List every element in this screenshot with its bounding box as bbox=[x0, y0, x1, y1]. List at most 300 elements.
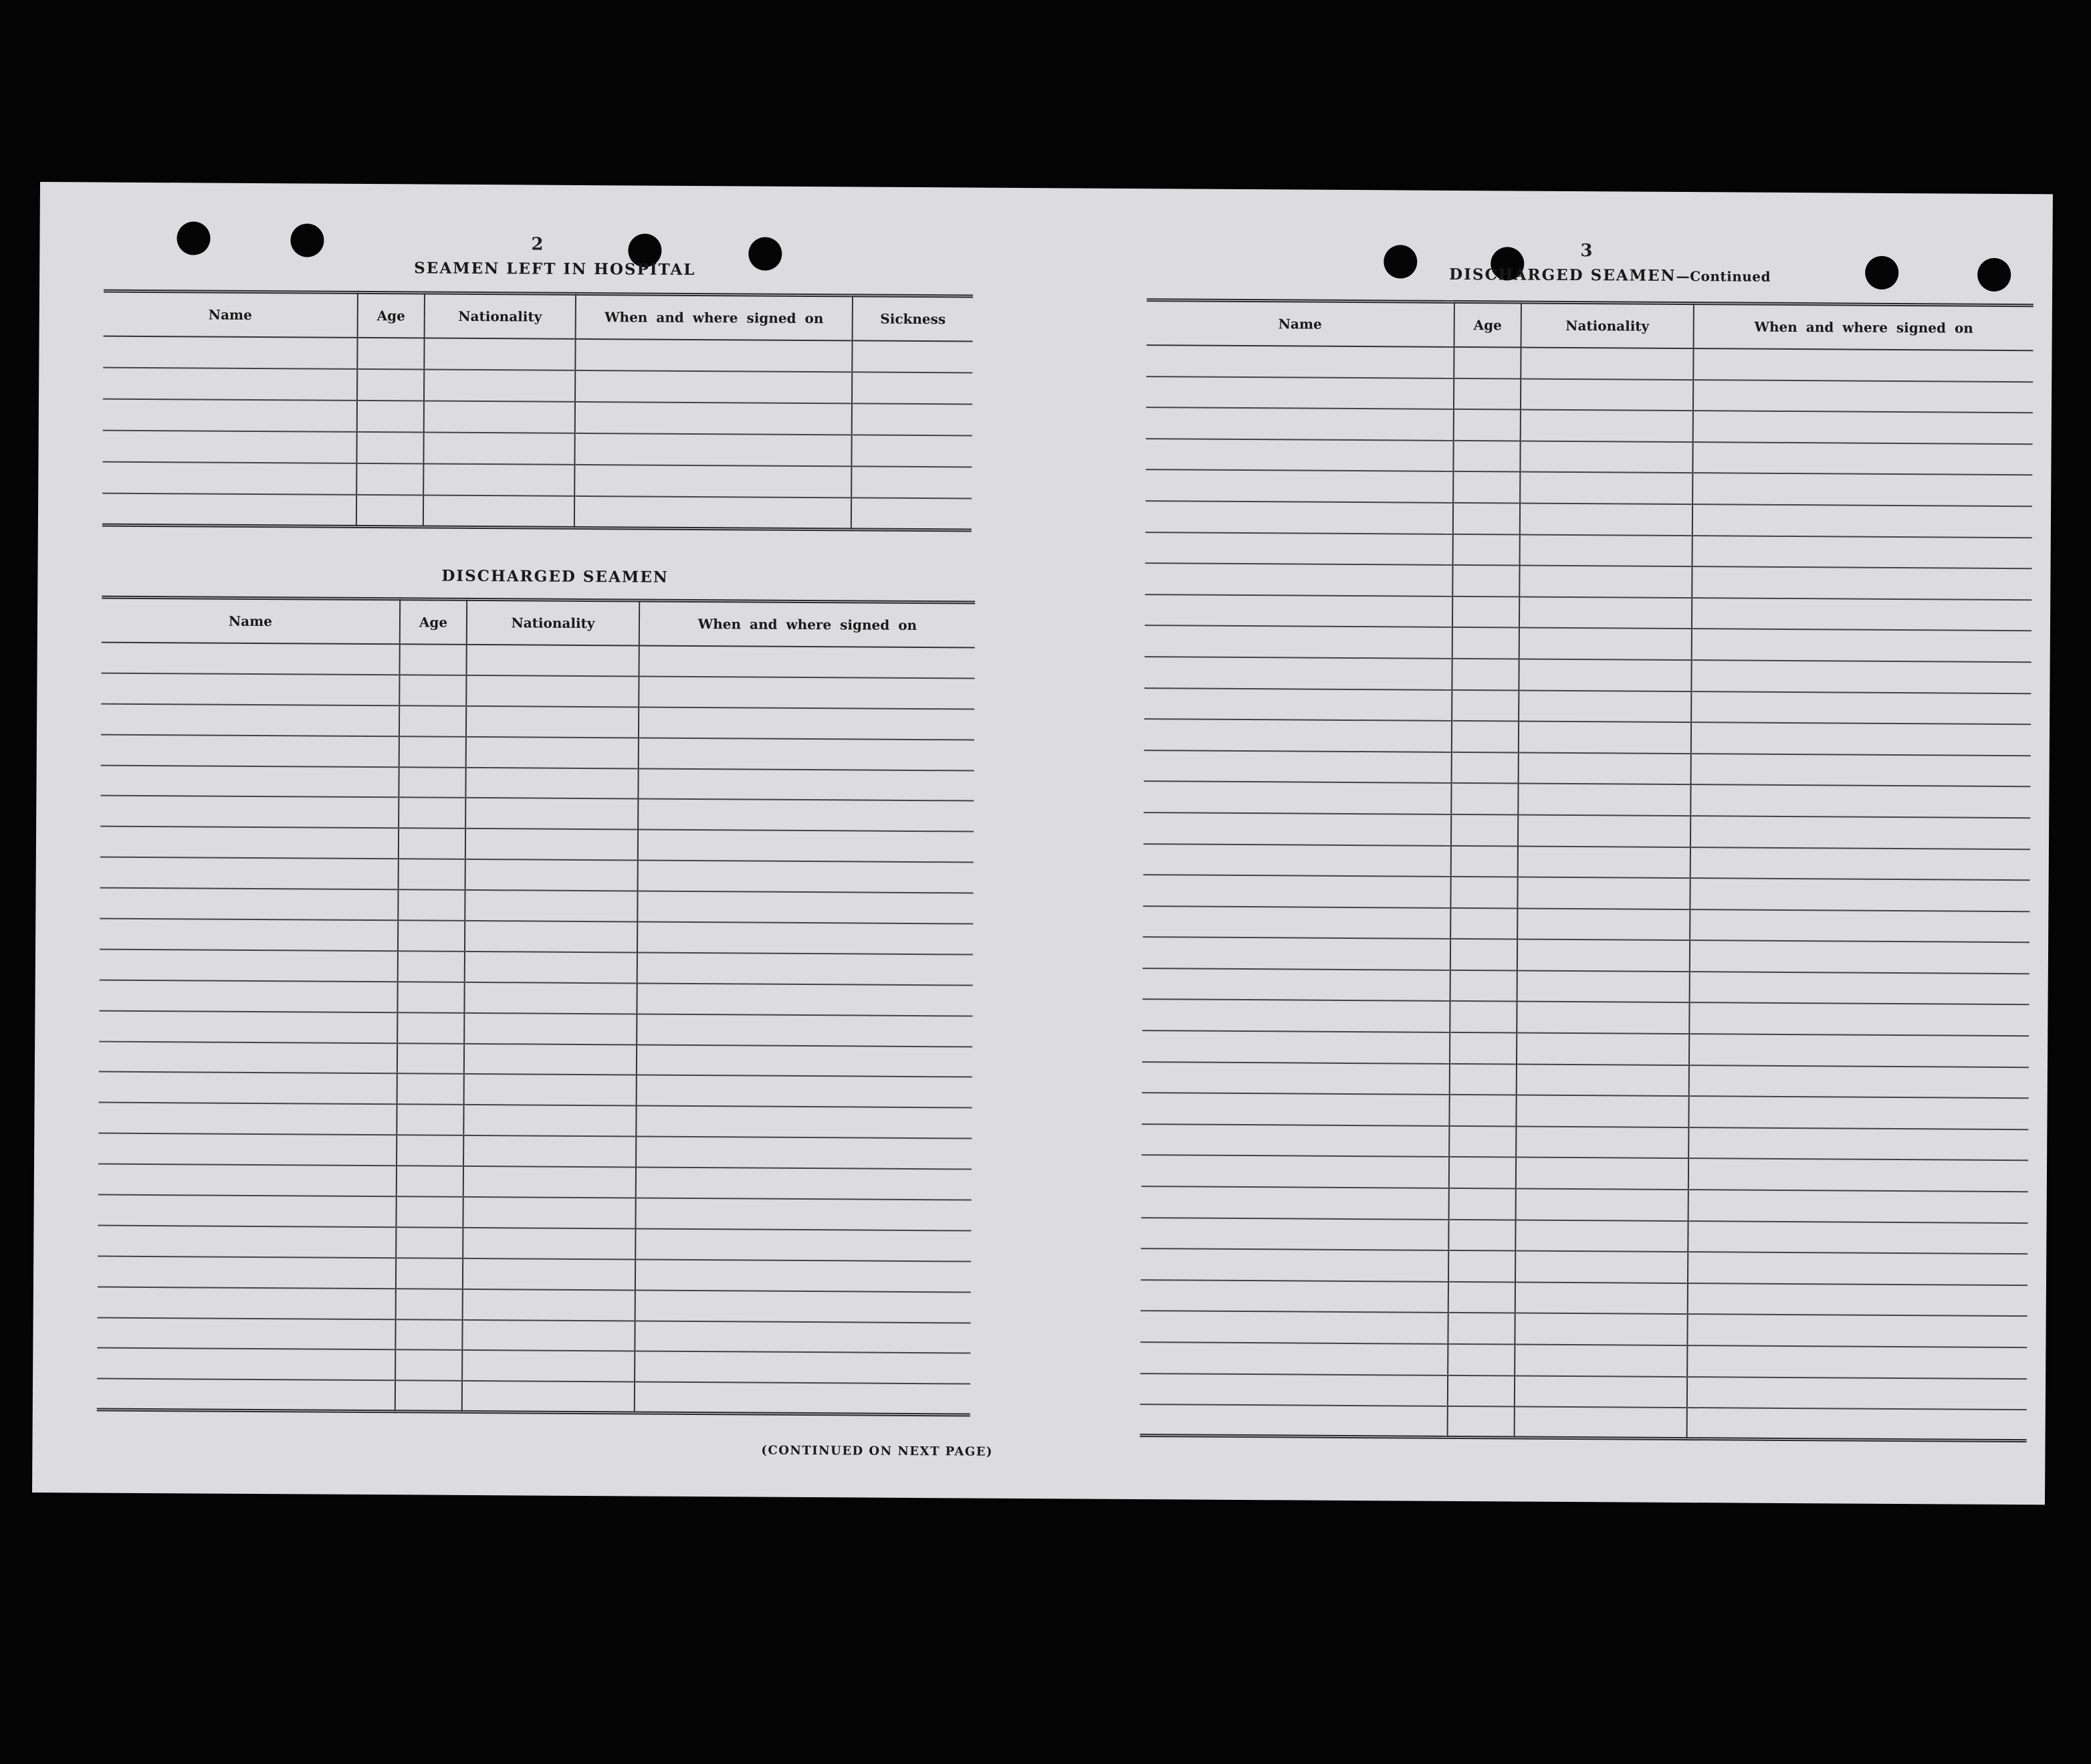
ledger-cell bbox=[1452, 689, 1519, 721]
ledger-cell bbox=[1142, 1030, 1450, 1063]
ledger-cell bbox=[1691, 754, 2031, 787]
ledger-cell bbox=[1519, 596, 1692, 629]
ledger-cell bbox=[1519, 752, 1691, 784]
ledger-cell bbox=[574, 465, 851, 498]
ledger-cell bbox=[1692, 629, 2031, 662]
ledger-cell bbox=[1693, 411, 2033, 444]
ledger-cell bbox=[1692, 598, 2031, 631]
ledger-cell bbox=[638, 768, 974, 801]
ledger-cell bbox=[639, 676, 974, 709]
ledger-row bbox=[98, 1164, 972, 1200]
ledger-cell bbox=[100, 949, 398, 982]
ledger-cell bbox=[98, 1195, 396, 1228]
ledger-cell bbox=[1515, 1313, 1687, 1345]
ledger-cell bbox=[1143, 875, 1450, 907]
ledger-cell bbox=[99, 980, 397, 1012]
ledger-cell bbox=[1449, 1126, 1516, 1157]
ledger-cell bbox=[1693, 380, 2033, 413]
ledger-cell bbox=[398, 920, 465, 952]
ledger-cell bbox=[1520, 441, 1692, 473]
ledger-cell bbox=[466, 706, 639, 738]
ledger-cell bbox=[1688, 1096, 2028, 1129]
ledger-cell bbox=[1142, 1062, 1450, 1095]
ledger-row bbox=[101, 673, 974, 709]
ledger-cell bbox=[1145, 439, 1453, 471]
column-header-name: Name bbox=[102, 597, 400, 644]
ledger-cell bbox=[1141, 1155, 1449, 1188]
ledger-row bbox=[102, 462, 972, 499]
ledger-row bbox=[1142, 1030, 2029, 1067]
ledger-cell bbox=[102, 462, 356, 495]
ledger-cell bbox=[1517, 1002, 1689, 1034]
ledger-cell bbox=[1691, 722, 2031, 756]
ledger-cell bbox=[467, 645, 639, 676]
ledger-cell bbox=[852, 403, 972, 435]
ledger-cell bbox=[1143, 844, 1451, 877]
ledger-cell bbox=[101, 673, 399, 705]
ledger-cell bbox=[1145, 594, 1452, 627]
punch-hole bbox=[177, 221, 210, 255]
column-header-name: Name bbox=[1147, 300, 1454, 347]
ledger-row bbox=[1145, 532, 2032, 569]
ledger-cell bbox=[1140, 1404, 1448, 1437]
ledger-row bbox=[1144, 719, 2031, 756]
ledger-row bbox=[100, 857, 974, 893]
ledger-cell bbox=[1688, 1283, 2027, 1317]
ledger-cell bbox=[1517, 970, 1690, 1002]
ledger-cell bbox=[1453, 534, 1520, 565]
ledger-cell bbox=[398, 889, 465, 921]
ledger-cell bbox=[464, 982, 637, 1014]
ledger-row bbox=[98, 1195, 971, 1231]
ledger-cell bbox=[1454, 409, 1521, 441]
ledger-cell bbox=[1692, 566, 2031, 600]
ledger-cell bbox=[463, 1289, 635, 1321]
ledger-cell bbox=[396, 1258, 463, 1289]
ledger-row bbox=[98, 1225, 971, 1261]
discharged-section-title: DISCHARGED SEAMEN bbox=[441, 566, 669, 586]
ledger-row bbox=[1141, 1186, 2028, 1223]
right-page bbox=[1075, 189, 2053, 1505]
ledger-cell bbox=[356, 463, 423, 495]
ledger-cell bbox=[100, 857, 399, 890]
ledger-cell bbox=[1692, 504, 2032, 538]
ledger-cell bbox=[1692, 473, 2032, 506]
ledger-row bbox=[98, 1256, 971, 1292]
ledger-cell bbox=[357, 401, 424, 433]
punch-hole bbox=[748, 237, 782, 270]
ledger-cell bbox=[637, 891, 973, 924]
ledger-cell bbox=[1448, 1282, 1515, 1313]
ledger-cell bbox=[635, 1351, 970, 1384]
ledger-cell bbox=[638, 830, 974, 863]
ledger-cell bbox=[1517, 940, 1690, 972]
ledger-cell bbox=[462, 1319, 635, 1351]
ledger-cell bbox=[395, 1350, 462, 1382]
ledger-cell bbox=[1515, 1407, 1687, 1439]
ledger-cell bbox=[465, 767, 638, 798]
ledger-row bbox=[100, 919, 973, 955]
ledger-cell bbox=[1448, 1344, 1515, 1375]
ledger-row bbox=[103, 399, 972, 436]
ledger-cell bbox=[465, 890, 637, 921]
ledger-cell bbox=[356, 495, 423, 527]
ledger-cell bbox=[424, 338, 575, 370]
ledger-row bbox=[99, 1072, 972, 1108]
ledger-cell bbox=[574, 433, 851, 467]
ledger-cell bbox=[1689, 1003, 2029, 1036]
ledger-cell bbox=[98, 1164, 397, 1197]
ledger-cell bbox=[635, 1198, 971, 1231]
ledger-row bbox=[101, 703, 974, 740]
ledger-row bbox=[1146, 407, 2033, 444]
ledger-cell bbox=[575, 339, 852, 372]
ledger-row bbox=[102, 493, 972, 530]
document-sheet bbox=[32, 182, 2053, 1505]
ledger-cell bbox=[1144, 750, 1452, 783]
ledger-cell bbox=[464, 1043, 637, 1075]
ledger-cell bbox=[399, 798, 465, 829]
ledger-cell bbox=[851, 435, 972, 467]
ledger-cell bbox=[397, 1135, 463, 1167]
hospital-section-title: SEAMEN LEFT IN HOSPITAL bbox=[414, 259, 696, 279]
ledger-cell bbox=[99, 1041, 397, 1074]
ledger-cell bbox=[1519, 690, 1691, 722]
ledger-row bbox=[99, 980, 972, 1016]
column-header-signed-on: When and where signed on bbox=[1694, 304, 2033, 351]
ledger-cell bbox=[1690, 784, 2030, 818]
ledger-row bbox=[103, 368, 972, 405]
ledger-row bbox=[99, 1010, 972, 1046]
ledger-cell bbox=[1449, 1095, 1516, 1126]
ledger-row bbox=[100, 826, 974, 863]
ledger-cell bbox=[1518, 814, 1690, 847]
ledger-row bbox=[101, 734, 974, 770]
ledger-row bbox=[99, 1041, 972, 1077]
ledger-cell bbox=[636, 1106, 972, 1139]
ledger-cell bbox=[1515, 1345, 1687, 1377]
ledger-cell bbox=[635, 1382, 970, 1415]
ledger-cell bbox=[1145, 469, 1453, 502]
ledger-cell bbox=[98, 1133, 397, 1166]
ledger-cell bbox=[1448, 1313, 1515, 1344]
ledger-cell bbox=[103, 368, 357, 401]
ledger-cell bbox=[396, 1289, 463, 1320]
ledger-cell bbox=[1521, 348, 1693, 380]
discharged-continued-title bbox=[1449, 265, 1771, 286]
ledger-cell bbox=[1517, 1033, 1689, 1065]
ledger-cell bbox=[100, 796, 399, 829]
ledger-cell bbox=[1142, 1000, 1450, 1032]
ledger-cell bbox=[636, 1168, 972, 1200]
ledger-cell bbox=[1687, 1408, 2027, 1441]
ledger-cell bbox=[102, 431, 356, 463]
column-header-age: Age bbox=[1454, 302, 1521, 347]
ledger-cell bbox=[1143, 812, 1451, 845]
ledger-cell bbox=[1145, 563, 1452, 596]
ledger-cell bbox=[463, 1258, 635, 1290]
ledger-cell bbox=[638, 799, 974, 832]
ledger-cell bbox=[397, 1074, 464, 1105]
ledger-row bbox=[102, 431, 972, 467]
ledger-cell bbox=[464, 1013, 637, 1044]
ledger-cell bbox=[1451, 783, 1518, 814]
ledger-cell bbox=[1143, 781, 1451, 814]
ledger-cell bbox=[635, 1290, 971, 1323]
column-header-age: Age bbox=[358, 292, 425, 338]
column-header-age: Age bbox=[400, 599, 467, 645]
ledger-cell bbox=[1141, 1186, 1449, 1219]
ledger-cell bbox=[102, 493, 356, 526]
ledger-cell bbox=[1518, 846, 1690, 878]
ledger-cell bbox=[399, 767, 465, 798]
ledger-cell bbox=[396, 1196, 463, 1228]
ledger-row bbox=[1142, 1000, 2029, 1036]
ledger-cell bbox=[1687, 1345, 2027, 1379]
ledger-cell bbox=[1688, 1221, 2027, 1254]
ledger-cell bbox=[399, 736, 466, 768]
ledger-row bbox=[100, 796, 974, 832]
ledger-cell bbox=[1450, 1032, 1517, 1064]
ledger-cell bbox=[1143, 937, 1450, 970]
ledger-row bbox=[1145, 594, 2031, 631]
column-header-name: Name bbox=[104, 291, 358, 338]
ledger-cell bbox=[463, 1166, 636, 1198]
ledger-cell bbox=[1690, 972, 2029, 1005]
ledger-cell bbox=[99, 1010, 397, 1043]
continued-note: (CONTINUED ON NEXT PAGE) bbox=[761, 1443, 994, 1459]
ledger-cell bbox=[1141, 1218, 1448, 1250]
ledger-cell bbox=[462, 1381, 635, 1412]
ledger-row bbox=[100, 765, 974, 801]
ledger-cell bbox=[1516, 1095, 1688, 1127]
ledger-cell bbox=[1451, 814, 1518, 846]
ledger-cell bbox=[1451, 845, 1518, 877]
ledger-cell bbox=[1517, 1064, 1689, 1096]
ledger-cell bbox=[1515, 1375, 1687, 1408]
punch-hole bbox=[1977, 258, 2011, 292]
ledger-row bbox=[103, 336, 972, 373]
ledger-cell bbox=[98, 1256, 396, 1289]
ledger-cell bbox=[397, 1043, 464, 1075]
ledger-cell bbox=[1690, 847, 2030, 881]
ledger-cell bbox=[1452, 627, 1519, 659]
hospital-table-header bbox=[104, 291, 973, 341]
ledger-row bbox=[1140, 1311, 2027, 1347]
ledger-cell bbox=[1453, 471, 1520, 503]
ledger-cell bbox=[635, 1259, 971, 1292]
ledger-row bbox=[1143, 906, 2029, 943]
ledger-row bbox=[98, 1103, 972, 1139]
ledger-row bbox=[97, 1348, 970, 1384]
ledger-cell bbox=[463, 1228, 635, 1259]
ledger-cell bbox=[465, 859, 638, 891]
ledger-cell bbox=[97, 1317, 395, 1350]
ledger-row bbox=[1141, 1280, 2027, 1317]
ledger-cell bbox=[1450, 1064, 1517, 1095]
ledger-cell bbox=[1448, 1250, 1515, 1282]
ledger-cell bbox=[637, 921, 973, 954]
section-title-text: DISCHARGED SEAMEN bbox=[1449, 265, 1676, 285]
ledger-row bbox=[100, 949, 973, 985]
ledger-cell bbox=[1515, 1220, 1688, 1252]
ledger-cell bbox=[1453, 441, 1520, 472]
ledger-cell bbox=[97, 1379, 395, 1412]
ledger-row bbox=[1146, 345, 2033, 382]
ledger-cell bbox=[98, 1287, 396, 1319]
ledger-cell bbox=[97, 1348, 395, 1381]
ledger-cell bbox=[1690, 940, 2029, 974]
ledger-cell bbox=[100, 888, 398, 921]
column-header-signed-on: When and where signed on bbox=[576, 294, 853, 340]
ledger-row bbox=[98, 1133, 972, 1170]
ledger-cell bbox=[1515, 1251, 1688, 1283]
ledger-cell bbox=[399, 859, 465, 891]
ledger-row bbox=[1143, 781, 2030, 818]
column-header-nationality: Nationality bbox=[467, 599, 639, 645]
ledger-cell bbox=[1690, 909, 2029, 943]
ledger-cell bbox=[1144, 657, 1452, 689]
ledger-cell bbox=[1687, 1377, 2027, 1410]
ledger-cell bbox=[1690, 878, 2029, 911]
ledger-cell bbox=[1516, 1189, 1688, 1221]
ledger-cell bbox=[99, 1072, 397, 1105]
ledger-cell bbox=[639, 645, 975, 678]
ledger-row bbox=[1140, 1342, 2027, 1379]
ledger-cell bbox=[1520, 472, 1692, 504]
ledger-cell bbox=[1516, 1157, 1688, 1190]
ledger-cell bbox=[100, 919, 398, 952]
ledger-cell bbox=[574, 496, 851, 530]
left-page bbox=[32, 182, 1016, 1499]
ledger-cell bbox=[1453, 503, 1520, 534]
ledger-cell bbox=[1146, 407, 1454, 440]
ledger-cell bbox=[356, 432, 423, 464]
ledger-row bbox=[1144, 688, 2031, 725]
ledger-row bbox=[102, 643, 975, 679]
ledger-cell bbox=[1688, 1252, 2027, 1285]
ledger-row bbox=[1144, 750, 2031, 787]
ledger-row bbox=[1144, 657, 2031, 693]
ledger-cell bbox=[424, 401, 575, 433]
ledger-cell bbox=[635, 1228, 971, 1261]
ledger-row bbox=[1141, 1124, 2028, 1161]
discharged-continued-table bbox=[1140, 298, 2033, 1442]
ledger-cell bbox=[1689, 1034, 2029, 1067]
ledger-cell bbox=[1449, 1188, 1516, 1220]
ledger-cell bbox=[1454, 347, 1521, 378]
ledger-cell bbox=[639, 707, 974, 740]
ledger-cell bbox=[1145, 532, 1453, 565]
ledger-cell bbox=[1520, 534, 1692, 566]
ledger-cell bbox=[399, 829, 465, 860]
ledger-cell bbox=[1517, 908, 1690, 940]
ledger-cell bbox=[101, 734, 399, 767]
ledger-cell bbox=[1140, 1342, 1448, 1375]
ledger-cell bbox=[635, 1321, 970, 1353]
column-header-sickness: Sickness bbox=[853, 296, 973, 342]
ledger-cell bbox=[1450, 1001, 1517, 1032]
ledger-cell bbox=[101, 703, 399, 736]
ledger-cell bbox=[1692, 536, 2032, 569]
ledger-cell bbox=[465, 952, 637, 983]
ledger-cell bbox=[395, 1319, 462, 1351]
ledger-cell bbox=[357, 369, 424, 401]
ledger-cell bbox=[1689, 1065, 2029, 1099]
ledger-cell bbox=[1515, 1282, 1688, 1314]
discharged-table-header bbox=[102, 597, 975, 647]
ledger-cell bbox=[1519, 722, 1691, 754]
ledger-cell bbox=[357, 338, 424, 370]
ledger-cell bbox=[1450, 970, 1517, 1002]
ledger-cell bbox=[1452, 659, 1519, 690]
ledger-row bbox=[1141, 1093, 2028, 1129]
ledger-cell bbox=[462, 1350, 635, 1382]
column-header-nationality: Nationality bbox=[425, 293, 576, 339]
punch-hole bbox=[1865, 256, 1898, 290]
ledger-cell bbox=[1519, 566, 1692, 598]
column-header-nationality: Nationality bbox=[1521, 302, 1694, 348]
ledger-cell bbox=[98, 1225, 396, 1258]
ledger-cell bbox=[103, 399, 357, 432]
punch-hole bbox=[1384, 245, 1417, 278]
ledger-row bbox=[97, 1379, 970, 1415]
ledger-cell bbox=[1145, 625, 1452, 658]
ledger-cell bbox=[1690, 816, 2030, 849]
ledger-row bbox=[1140, 1373, 2027, 1410]
ledger-cell bbox=[399, 705, 466, 737]
hospital-table bbox=[102, 290, 973, 532]
ledger-cell bbox=[639, 738, 974, 770]
ledger-cell bbox=[1141, 1093, 1449, 1125]
ledger-cell bbox=[423, 433, 574, 465]
ledger-row bbox=[97, 1317, 970, 1353]
ledger-cell bbox=[1448, 1220, 1515, 1251]
ledger-cell bbox=[100, 765, 399, 798]
ledger-cell bbox=[1691, 660, 2031, 693]
ledger-row bbox=[1143, 844, 2030, 881]
ledger-cell bbox=[1693, 348, 2033, 382]
ledger-cell bbox=[1144, 719, 1452, 752]
ledger-cell bbox=[1454, 378, 1521, 410]
ledger-cell bbox=[399, 675, 466, 706]
ledger-cell bbox=[1449, 1157, 1516, 1188]
ledger-row bbox=[1143, 968, 2029, 1005]
ledger-cell bbox=[575, 370, 852, 404]
ledger-cell bbox=[1518, 784, 1690, 816]
ledger-row bbox=[1145, 501, 2032, 538]
ledger-cell bbox=[636, 1137, 972, 1170]
continued-table-header bbox=[1147, 300, 2033, 351]
ledger-cell bbox=[1519, 628, 1692, 660]
ledger-cell bbox=[1452, 752, 1519, 784]
ledger-row bbox=[1143, 937, 2029, 974]
ledger-row bbox=[1146, 376, 2033, 413]
discharged-table bbox=[97, 596, 975, 1417]
ledger-cell bbox=[463, 1105, 636, 1136]
ledger-cell bbox=[1691, 691, 2031, 725]
ledger-cell bbox=[397, 982, 464, 1013]
ledger-cell bbox=[1141, 1248, 1448, 1281]
ledger-cell bbox=[575, 402, 852, 435]
ledger-row bbox=[1141, 1248, 2027, 1285]
ledger-cell bbox=[1688, 1159, 2028, 1192]
ledger-cell bbox=[1143, 968, 1450, 1001]
ledger-cell bbox=[1450, 877, 1517, 908]
ledger-cell bbox=[103, 336, 357, 369]
ledger-cell bbox=[637, 1075, 972, 1108]
punch-hole bbox=[290, 223, 324, 257]
